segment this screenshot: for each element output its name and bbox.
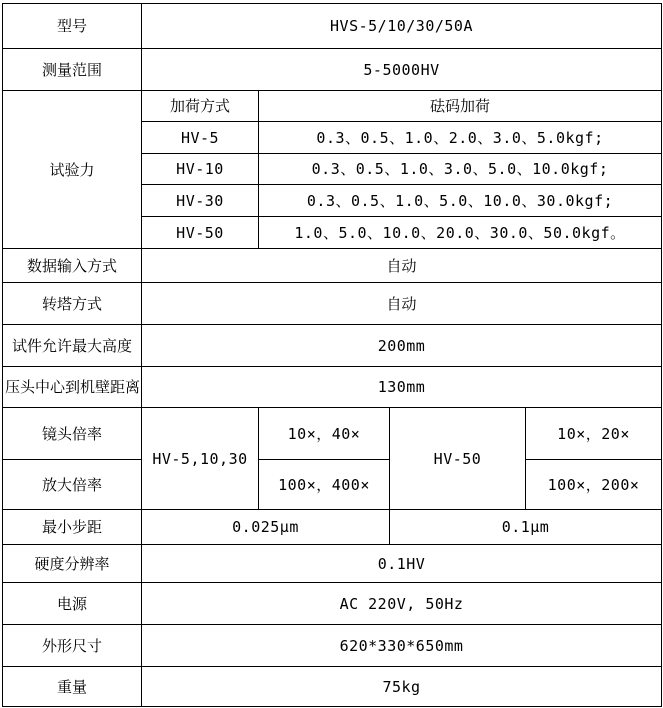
- force-hv50-label: HV-50: [142, 217, 259, 249]
- min-step-label: 最小步距: [3, 510, 142, 545]
- magnification-label: 放大倍率: [3, 460, 142, 510]
- weight-value: 75kg: [142, 667, 662, 707]
- min-step-value-1: 0.025μm: [142, 510, 390, 545]
- optics-group2-lens: 10×，20×: [526, 408, 662, 460]
- force-hv10-value: 0.3、0.5、1.0、3.0、5.0、10.0kgf;: [259, 154, 662, 185]
- test-force-label: 试验力: [3, 91, 142, 249]
- row-throat-depth: [3, 367, 662, 408]
- force-hv5-label: HV-5: [142, 122, 259, 154]
- row-magnification: [3, 460, 662, 510]
- loading-method-value: 砝码加荷: [259, 91, 662, 122]
- throat-depth-value: 130mm: [142, 367, 662, 408]
- weight-label: 重量: [3, 667, 142, 707]
- measure-range-value: 5-5000HV: [142, 49, 662, 91]
- row-loading-method: [3, 91, 662, 122]
- throat-depth-label: 压头中心到机壁距离: [3, 367, 142, 408]
- row-dimensions: [3, 625, 662, 667]
- dimensions-value: 620*330*650mm: [142, 625, 662, 667]
- turret-label: 转塔方式: [3, 283, 142, 325]
- min-step-value-2: 0.1μm: [390, 510, 662, 545]
- row-max-height: [3, 325, 662, 367]
- force-hv10-label: HV-10: [142, 154, 259, 185]
- loading-method-label: 加荷方式: [142, 91, 259, 122]
- hardness-resolution-label: 硬度分辨率: [3, 545, 142, 583]
- lens-ratio-label: 镜头倍率: [3, 408, 142, 460]
- row-min-step: [3, 510, 662, 545]
- measure-range-label: 测量范围: [3, 49, 142, 91]
- model-value: HVS-5/10/30/50A: [142, 4, 662, 49]
- force-hv5-value: 0.3、0.5、1.0、2.0、3.0、5.0kgf;: [259, 122, 662, 154]
- data-input-value: 自动: [142, 249, 662, 283]
- model-label: 型号: [3, 4, 142, 49]
- optics-group1-magnification: 100×，400×: [259, 460, 390, 510]
- row-lens-ratio: [3, 408, 662, 460]
- optics-group1-name: HV-5,10,30: [142, 408, 259, 510]
- row-turret: [3, 283, 662, 325]
- hardness-resolution-value: 0.1HV: [142, 545, 662, 583]
- row-hardness-resolution: [3, 545, 662, 583]
- spec-table: [2, 3, 662, 707]
- dimensions-label: 外形尺寸: [3, 625, 142, 667]
- row-data-input: [3, 249, 662, 283]
- force-hv30-value: 0.3、0.5、1.0、5.0、10.0、30.0kgf;: [259, 185, 662, 217]
- optics-group2-name: HV-50: [390, 408, 526, 510]
- power-value: AC 220V, 50Hz: [142, 583, 662, 625]
- force-hv30-label: HV-30: [142, 185, 259, 217]
- row-weight: [3, 667, 662, 707]
- max-height-value: 200mm: [142, 325, 662, 367]
- row-power: [3, 583, 662, 625]
- row-measure-range: [3, 49, 662, 91]
- turret-value: 自动: [142, 283, 662, 325]
- optics-group2-magnification: 100×，200×: [526, 460, 662, 510]
- data-input-label: 数据输入方式: [3, 249, 142, 283]
- force-hv50-value: 1.0、5.0、10.0、20.0、30.0、50.0kgf。: [259, 217, 662, 249]
- power-label: 电源: [3, 583, 142, 625]
- max-height-label: 试件允许最大高度: [3, 325, 142, 367]
- row-model: [3, 4, 662, 49]
- optics-group1-lens: 10×，40×: [259, 408, 390, 460]
